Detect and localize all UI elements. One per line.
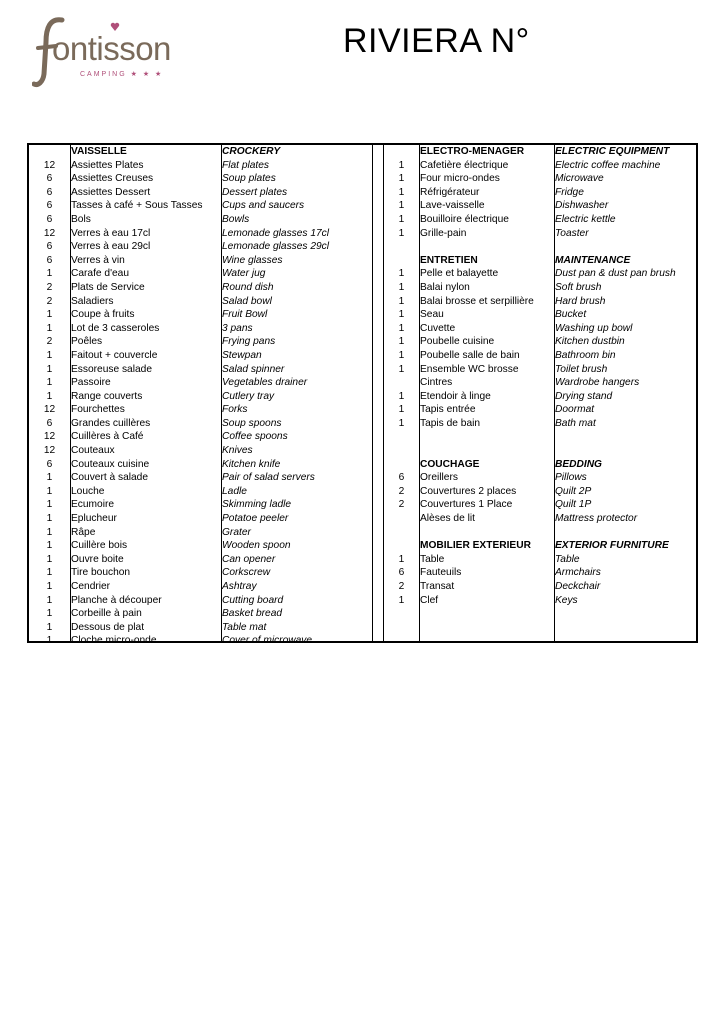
item-name-en: Skimming ladle: [222, 499, 292, 511]
item-name-fr: Ouvre boite: [71, 553, 124, 565]
item-quantity: 1: [398, 553, 405, 565]
item-name-en: Deckchair: [555, 581, 601, 592]
item-quantity: 1: [46, 581, 53, 592]
item-name-en: Potatoe peeler: [222, 513, 289, 525]
list-item: [29, 471, 696, 485]
item-name-fr: Four micro-ondes: [420, 173, 500, 185]
section-title-en: CROCKERY: [222, 146, 281, 157]
item-quantity: 1: [46, 309, 53, 321]
item-name-fr: Essoreuse salade: [71, 363, 152, 375]
item-name-en: Stewpan: [222, 349, 262, 361]
item-quantity: 6: [398, 472, 405, 484]
item-name-fr: Grandes cuillères: [71, 417, 151, 429]
item-quantity: 1: [398, 200, 405, 212]
item-name-en: Knives: [222, 445, 253, 457]
item-name-en: Toaster: [555, 227, 589, 239]
item-name-en: Vegetables drainer: [222, 377, 308, 389]
section-title-fr: MOBILIER EXTERIEUR: [420, 540, 531, 552]
item-quantity: 2: [46, 295, 53, 307]
item-name-fr: Oreillers: [420, 472, 458, 484]
list-item: [29, 512, 696, 526]
list-item: [29, 227, 696, 241]
item-name-en: Lemonade glasses 29cl: [222, 241, 330, 253]
item-quantity: 1: [46, 268, 53, 280]
item-name-fr: Tapis de bain: [420, 417, 481, 429]
item-quantity: 1: [398, 404, 405, 416]
item-name-en: Salad spinner: [222, 363, 285, 375]
item-name-fr: Corbeille à pain: [71, 608, 142, 620]
item-quantity: 1: [46, 567, 53, 579]
item-quantity: 1: [46, 540, 53, 552]
list-item: [29, 444, 696, 458]
section-header-row: [29, 539, 696, 553]
item-quantity: 12: [43, 404, 56, 416]
item-name-en: Dust pan & dust pan brush: [555, 268, 676, 280]
item-name-en: Kitchen dustbin: [555, 336, 625, 348]
item-name-fr: Verres à vin: [71, 254, 125, 266]
item-name-fr: Seau: [420, 309, 444, 321]
item-name-fr: Clef: [420, 594, 439, 606]
list-item: [29, 199, 696, 213]
item-quantity: 1: [398, 186, 405, 198]
logo-wordmark: ontisson: [52, 30, 171, 67]
item-quantity: 1: [398, 281, 405, 293]
item-name-fr: Poubelle cuisine: [420, 336, 495, 348]
list-item: [29, 621, 696, 635]
item-quantity: 2: [398, 499, 405, 511]
list-item: [29, 295, 696, 309]
item-name-fr: Balai nylon: [420, 281, 470, 293]
item-name-fr: Grille-pain: [420, 227, 467, 239]
item-quantity: 1: [398, 159, 405, 171]
item-name-fr: Cendrier: [71, 581, 111, 592]
item-name-en: Fruit Bowl: [222, 309, 268, 321]
item-name-fr: Cafetière électrique: [420, 159, 509, 171]
item-name-en: Cutlery tray: [222, 390, 275, 402]
item-quantity: 6: [46, 458, 53, 470]
item-name-en: Ashtray: [222, 581, 257, 592]
item-quantity: 12: [43, 159, 56, 171]
item-name-en: Basket bread: [222, 608, 283, 620]
item-name-fr: Couvertures 2 places: [420, 485, 517, 497]
item-name-en: Electric coffee machine: [555, 159, 661, 171]
item-name-en: Quilt 1P: [555, 499, 592, 511]
item-quantity: 12: [43, 445, 56, 457]
item-name-en: Wine glasses: [222, 254, 283, 266]
item-quantity: 12: [43, 431, 56, 443]
item-name-fr: Tapis entrée: [420, 404, 476, 416]
item-name-en: Flat plates: [222, 159, 269, 171]
item-name-en: Microwave: [555, 173, 604, 185]
item-quantity: 2: [398, 581, 405, 592]
item-name-fr: Assiettes Creuses: [71, 173, 154, 185]
item-name-fr: Verres à eau 17cl: [71, 227, 151, 239]
equipment-list: [29, 145, 696, 607]
list-item: [29, 403, 696, 417]
item-quantity: 1: [46, 553, 53, 565]
item-name-en: Wardrobe hangers: [555, 377, 640, 389]
list-item: [29, 335, 696, 349]
item-quantity: 6: [46, 213, 53, 225]
section-header-row: [29, 458, 696, 472]
list-item: [29, 485, 696, 499]
item-name-en: 3 pans: [222, 322, 253, 334]
list-item: [29, 213, 696, 227]
section-title-fr: COUCHAGE: [420, 458, 480, 470]
item-name-fr: Table: [420, 553, 445, 565]
list-item: [29, 390, 696, 404]
item-name-fr: Fauteuils: [420, 567, 462, 579]
section-header-row: [29, 254, 696, 268]
item-name-en: Bath mat: [555, 417, 596, 429]
item-quantity: 1: [398, 363, 405, 375]
section-header-row: [29, 145, 696, 159]
item-name-en: Cover of microwave: [222, 635, 313, 647]
item-name-en: Table: [555, 553, 580, 565]
item-quantity: 1: [398, 417, 405, 429]
item-name-en: Cups and saucers: [222, 200, 305, 212]
item-name-fr: Lave-vaisselle: [420, 200, 485, 212]
item-name-fr: Tasses à café + Sous Tasses: [71, 200, 203, 212]
item-quantity: 1: [398, 227, 405, 239]
item-name-en: Cutting board: [222, 594, 284, 606]
item-name-fr: Bouilloire électrique: [420, 213, 509, 225]
item-name-fr: Râpe: [71, 526, 96, 538]
section-title-fr: ELECTRO-MENAGER: [420, 146, 525, 157]
item-name-en: Forks: [222, 404, 248, 416]
item-quantity: 1: [46, 377, 53, 389]
item-name-fr: Poubelle salle de bain: [420, 349, 520, 361]
list-item: [29, 607, 696, 621]
item-quantity: 1: [46, 621, 53, 633]
list-item: [29, 322, 696, 336]
list-item: [29, 267, 696, 281]
item-name-fr: Bols: [71, 213, 91, 225]
item-quantity: 2: [398, 485, 405, 497]
item-name-en: Bucket: [555, 309, 587, 321]
item-name-fr: Cloche micro-onde: [71, 635, 157, 647]
list-item: [29, 417, 696, 431]
item-name-fr: Faitout + couvercle: [71, 349, 158, 361]
item-name-en: Water jug: [222, 268, 266, 280]
item-quantity: 6: [46, 200, 53, 212]
list-item: [29, 553, 696, 567]
item-name-en: Quilt 2P: [555, 485, 592, 497]
item-name-en: Soft brush: [555, 281, 602, 293]
inventory-sheet: [27, 143, 698, 647]
item-name-fr: Balai brosse et serpillière: [420, 295, 534, 307]
item-name-fr: Couteaux cuisine: [71, 458, 150, 470]
item-quantity: 1: [398, 173, 405, 185]
item-name-en: Can opener: [222, 553, 276, 565]
item-quantity: 1: [46, 363, 53, 375]
item-name-fr: Saladiers: [71, 295, 114, 307]
item-name-fr: Dessous de plat: [71, 621, 145, 633]
item-name-fr: Assiettes Plates: [71, 159, 144, 171]
item-name-en: Electric kettle: [555, 213, 616, 225]
item-quantity: 1: [46, 390, 53, 402]
item-name-en: Hard brush: [555, 295, 606, 307]
item-name-en: Coffee spoons: [222, 431, 288, 443]
item-quantity: 1: [46, 472, 53, 484]
item-name-en: Table mat: [222, 621, 267, 633]
item-name-fr: Couvertures 1 Place: [420, 499, 513, 511]
item-name-en: Kitchen knife: [222, 458, 281, 470]
item-name-en: Wooden spoon: [222, 540, 291, 552]
item-name-fr: Cintres: [420, 377, 453, 389]
item-quantity: 1: [398, 268, 405, 280]
fontisson-logo: [32, 14, 192, 90]
item-name-en: Bowls: [222, 213, 250, 225]
item-name-en: Dessert plates: [222, 186, 288, 198]
item-name-fr: Couvert à salade: [71, 472, 149, 484]
item-name-fr: Cuillère bois: [71, 540, 128, 552]
item-name-en: Drying stand: [555, 390, 613, 402]
section-title-en: EXTERIOR FURNITURE: [555, 540, 669, 552]
item-quantity: 1: [398, 295, 405, 307]
item-name-en: Fridge: [555, 186, 584, 198]
list-item: [29, 240, 696, 254]
item-quantity: 1: [398, 390, 405, 402]
item-name-fr: Pelle et balayette: [420, 268, 499, 280]
list-item: [29, 634, 696, 648]
item-quantity: 1: [46, 349, 53, 361]
item-name-fr: Réfrigérateur: [420, 186, 480, 198]
item-name-en: Doormat: [555, 404, 595, 416]
item-quantity: 1: [46, 499, 53, 511]
item-name-fr: Alèses de lit: [420, 513, 475, 525]
list-item: [29, 172, 696, 186]
section-title-fr: ENTRETIEN: [420, 254, 478, 266]
item-quantity: 2: [46, 281, 53, 293]
item-quantity: 6: [46, 241, 53, 253]
item-quantity: 6: [46, 173, 53, 185]
item-quantity: 1: [46, 608, 53, 620]
list-item: [29, 363, 696, 377]
item-name-en: Soup spoons: [222, 417, 282, 429]
list-item: [29, 376, 696, 390]
item-name-en: Pair of salad servers: [222, 472, 315, 484]
item-name-en: Grater: [222, 526, 251, 538]
item-name-fr: Cuillères à Café: [71, 431, 144, 443]
item-quantity: 1: [46, 485, 53, 497]
item-quantity: 1: [46, 594, 53, 606]
list-item: [29, 159, 696, 173]
item-name-fr: Transat: [420, 581, 455, 592]
item-name-en: Ladle: [222, 485, 247, 497]
item-name-fr: Couteaux: [71, 445, 115, 457]
item-name-fr: Lot de 3 casseroles: [71, 322, 160, 334]
item-name-fr: Fourchettes: [71, 404, 125, 416]
list-item: [29, 430, 696, 444]
item-name-en: Armchairs: [555, 567, 601, 579]
item-name-en: Salad bowl: [222, 295, 272, 307]
item-name-fr: Ecumoire: [71, 499, 115, 511]
item-name-en: Bathroom bin: [555, 349, 616, 361]
item-name-en: Toilet brush: [555, 363, 608, 375]
item-quantity: 6: [46, 417, 53, 429]
section-title-en: BEDDING: [555, 458, 602, 470]
item-quantity: 1: [398, 594, 405, 606]
item-name-fr: Verres à eau 29cl: [71, 241, 151, 253]
item-name-en: Mattress protector: [555, 513, 638, 525]
item-name-fr: Range couverts: [71, 390, 143, 402]
item-quantity: 1: [46, 322, 53, 334]
item-quantity: 1: [398, 349, 405, 361]
logo-subtitle: CAMPING ★ ★ ★: [80, 71, 164, 78]
item-name-en: Lemonade glasses 17cl: [222, 227, 330, 239]
item-name-en: Soup plates: [222, 173, 276, 185]
item-quantity: 1: [398, 213, 405, 225]
item-name-en: Frying pans: [222, 336, 276, 348]
item-name-fr: Coupe à fruits: [71, 309, 135, 321]
item-quantity: 6: [46, 254, 53, 266]
item-quantity: 1: [46, 526, 53, 538]
item-quantity: 6: [46, 186, 53, 198]
item-name-fr: Carafe d'eau: [71, 268, 130, 280]
list-item: [29, 281, 696, 295]
item-quantity: 1: [398, 309, 405, 321]
list-item: [29, 580, 696, 594]
item-name-fr: Louche: [71, 485, 105, 497]
list-item: [29, 349, 696, 363]
item-name-en: Pillows: [555, 472, 587, 484]
item-name-fr: Eplucheur: [71, 513, 117, 525]
item-name-en: Dishwasher: [555, 200, 609, 212]
item-name-fr: Plats de Service: [71, 281, 145, 293]
item-quantity: 1: [46, 635, 53, 647]
item-name-fr: Planche à découper: [71, 594, 162, 606]
section-title-fr: VAISSELLE: [71, 146, 127, 157]
item-name-fr: Poêles: [71, 336, 103, 348]
item-quantity: 6: [398, 567, 405, 579]
list-item: [29, 498, 696, 512]
item-quantity: 1: [398, 322, 405, 334]
item-name-en: Corkscrew: [222, 567, 271, 579]
item-name-en: Keys: [555, 594, 578, 606]
section-title-en: ELECTRIC EQUIPMENT: [555, 146, 670, 157]
item-name-fr: Etendoir à linge: [420, 390, 491, 402]
list-item: [29, 186, 696, 200]
item-quantity: 12: [43, 227, 56, 239]
item-name-en: Washing up bowl: [555, 322, 633, 334]
list-item: [29, 526, 696, 540]
list-item: [29, 594, 696, 608]
item-quantity: 1: [46, 513, 53, 525]
list-item: [29, 566, 696, 580]
list-item: [29, 308, 696, 322]
item-quantity: 1: [398, 336, 405, 348]
item-quantity: 2: [46, 336, 53, 348]
item-name-fr: Passoire: [71, 377, 111, 389]
page-title: RIVIERA N°: [343, 22, 530, 60]
item-name-fr: Assiettes Dessert: [71, 186, 151, 198]
item-name-en: Round dish: [222, 281, 274, 293]
item-name-fr: Cuvette: [420, 322, 456, 334]
item-name-fr: Tire bouchon: [71, 567, 131, 579]
section-title-en: MAINTENANCE: [555, 254, 631, 266]
item-name-fr: Ensemble WC brosse: [420, 363, 519, 375]
